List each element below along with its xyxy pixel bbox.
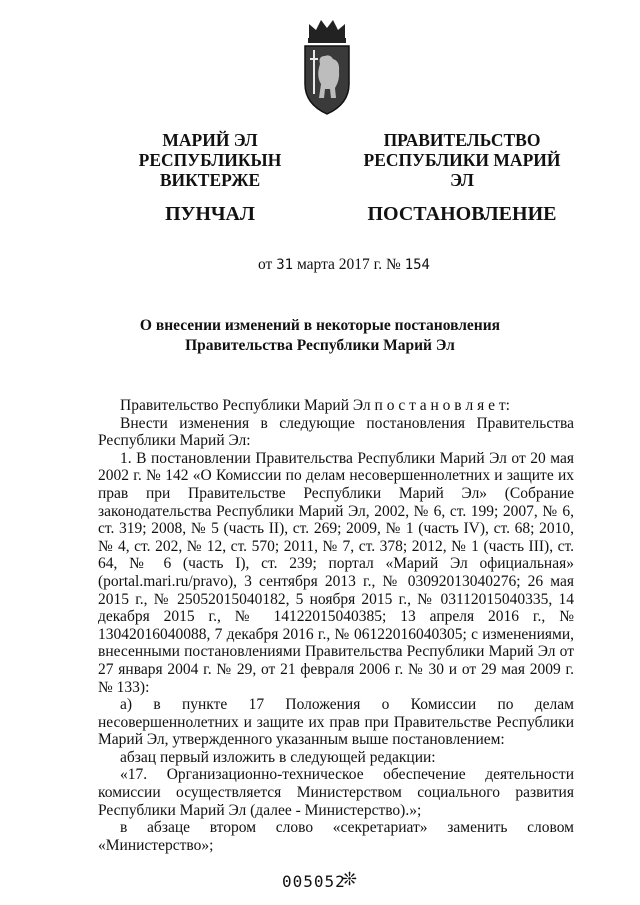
- form-serial-number: 005052: [282, 872, 346, 891]
- header-left-line2: ВИКТЕРЖЕ: [159, 170, 261, 190]
- date-month-year: марта 2017 г. №: [296, 256, 401, 273]
- title-line2: Правительства Республики Марий Эл: [185, 337, 455, 354]
- header-right-line1: ПРАВИТЕЛЬСТВО: [383, 130, 541, 150]
- document-date-line: [258, 256, 430, 274]
- body-paragraph: Правительство Республики Марий Эл п о с т а н о в л я е т:: [120, 397, 510, 414]
- date-prefix: от: [258, 256, 273, 273]
- header-right-line2: РЕСПУБЛИКИ МАРИЙ ЭЛ: [363, 150, 561, 190]
- document-title: [100, 316, 540, 356]
- body-paragraph: абзац первый изложить в следующей редакции:: [120, 748, 436, 766]
- document-body: [98, 397, 574, 854]
- body-paragraph: в абзаце втором слово «секретариат» заменить словом «Министерство»;: [98, 819, 574, 854]
- body-paragraph: а) в пункте 17 Положения о Комиссии по делам несовершеннолетних и защите их прав при Правительстве Республики Марий Эл, утвержденного указанным выше постановлением:: [98, 696, 574, 749]
- header-right-russian: [352, 130, 572, 224]
- header-left-marī: [90, 130, 330, 224]
- coat-of-arms-emblem: [300, 18, 354, 116]
- body-paragraph: «17. Организационно-техническое обеспечение деятельности комиссии осуществляется Министерством социального развития Республики Марий Эл (далее - Министерство).»;: [98, 766, 574, 819]
- body-paragraph: Внести изменения в следующие постановления Правительства Республики Марий Эл:: [98, 414, 574, 450]
- header-right-doc-type: ПОСТАНОВЛЕНИЕ: [367, 203, 557, 225]
- document-number: 154: [404, 257, 430, 273]
- body-paragraph: 1. В постановлении Правительства Республики Марий Эл от 20 мая 2002 г. № 142 «О Комиссии по делам несовершеннолетних и защите их прав при Правительстве Республики Марий Эл» (Собрание законодательства Республики Марий Эл, 2002, № 6, ст. 199; 2007, № 6, ст. 319; 2008, № 5 (часть II), ст. 269; 2009, № 1 (часть IV), ст. 68; 2010, № 4, ст. 202, № 12, ст. 570; 2011, № 7, ст. 378; 2012, № 1 (часть III), ст. 64, № 6 (часть I), ст. 239; портал «Марий Эл официальная» (portal.mari.ru/pravo), 3 сентября 2013 г., № 03092013040276; 26 мая 2015 г., № 25052015040182, 5 ноября 2015 г., № 03112015040335, 14 декабря 2015 г., № 14122015040385; 13 апреля 2016 г., № 13042016040088, 7 декабря 2016 г., № 06122016040305; с изменениями, внесенными постановлениями Правительства Республики Марий Эл от 27 января 2004 г. № 29, от 21 февраля 2006 г. № 30 и от 29 мая 2009 г. № 133):: [98, 449, 574, 696]
- date-day: 31: [276, 257, 294, 273]
- header-left-line1: МАРИЙ ЭЛ РЕСПУБЛИКЫН: [138, 130, 282, 170]
- header-left-doc-type: ПУНЧАЛ: [165, 203, 255, 225]
- asterisk-mark-icon: ❊: [342, 869, 358, 889]
- title-line1: О внесении изменений в некоторые постановления: [139, 317, 501, 334]
